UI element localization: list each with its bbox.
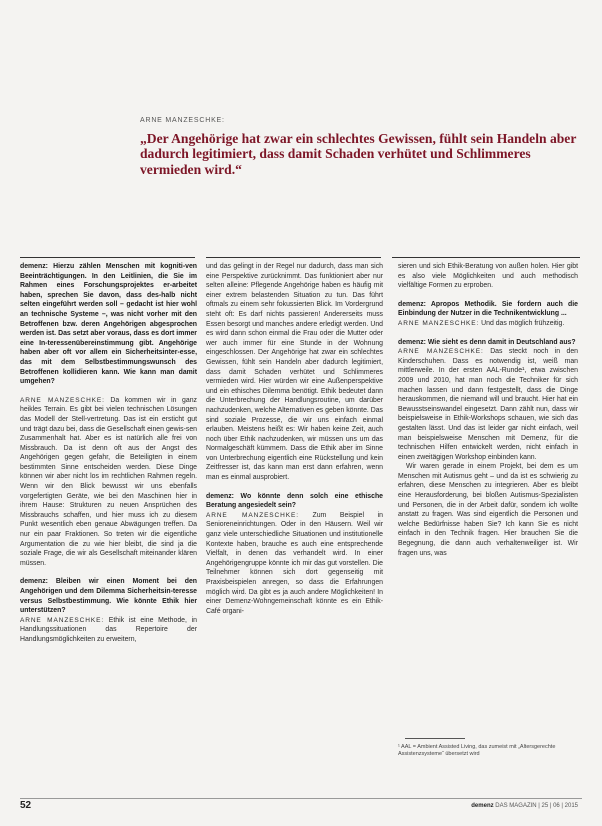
footnote-divider [405,738,465,739]
text-column-1 [20,262,197,645]
answer-text: Zum Beispiel in Senioreneinrichtungen. Oder in den Häusern. Weil wir ganz viele unterschiedliche Situationen und institutionelle Kontexte haben, brauche es auch eine entsprechende Vielfalt, in denen das verhandelt wird. In einer Angehörigengruppe könnte ich mir das gut vorstellen. Die Teilnehmer können sich dort gegenseitig mit Praxisbeispielen anregen, so dass die Erfahrungen möglich wird. Da gibt es ja auch andere Möglichkeiten! In einer Demenz-Wohngemeinschaft könnte es ein Ethik-Café organi- [206,511,383,615]
speaker-label: ARNE MANZESCHKE: [398,348,484,356]
interview-question: demenz: Wo könnte denn solch eine ethische Beratung angesiedelt sein? [206,492,383,510]
text-column-2 [206,262,383,616]
pull-quote-text: „Der Angehörige hat zwar ein schlechtes Gewissen, fühlt sein Handeln aber dadurch legitimiert, dass damit Schaden verhütet und Schlimmeres vermieden wird.“ [140,131,577,177]
interview-question: demenz: Bleiben wir einen Moment bei den Angehörigen und dem Dilemma Sicherheitsin-teresse versus Selbstbestimmung. Wie könnte Ethik hier unterstützen? [20,578,197,615]
column-rule-2 [206,257,381,258]
answer-text: Das steckt noch in den Kinderschuhen. Dass es notwendig ist, weiß man mittlerweile. In der ersten AAL-Runde¹, etwa zwischen 2009 und 2010, hat man noch die Techniker für sich machen lassen und dann festgestellt, dass die Dinge herauskommen, die niemand will und braucht. Hier hat ein Bewusstseinswandel eingesetzt. Dann zählt nun, dass wir beispielsweise in Ethik-Workshops schauen, wie sich das gestalten lässt. Und das ist leider gar nicht einfach, weil man beispielsweise Menschen mit Demenz, für die technischen Hilfen entwickelt werden, nicht einfach in einen zweitägigen Workshop einbinden kann. [398,348,579,461]
pull-quote-byline: ARNE MANZESCHKE: [140,117,225,124]
answer-text: Und das möglich frühzeitig. [481,319,565,327]
magazine-name: demenz [471,803,494,809]
footnote: ¹ AAL = Ambient Assisted Living, das zumeist mit „Altersgerechte Assistenzsysteme“ übersetzt wird [398,744,556,757]
interview-answer [398,319,578,329]
answer-text: Da kommen wir in ganz heikles Terrain. Es gibt bei vielen technischen Lösungen das Modell der Stell-vertretung. Das ist ein ersticht gut und trägt dazu bei, dass die Gesellschaft einen gewis-sen Zusammenhalt hat. Aber es ist natürlich alle frei von Missbrauch. Da ist denn oft aus der Angst des Angehörigen gegen gefahr, die Beteiligten in einem bestimmten Sinne entscheiden werden. Diese Dinge können wir aber nicht los im rechtlichen Rahmen regeln. Wenn wir den Blick bewusst wir uns ebenfalls vorgefertigten Geräte, wie bei den Maschinen hier in ihrem Hause: Strukturen zu neuen Ansprüchen des Missbrauchs schaffen, und hier muss ich zu diesem Punkt wesentlich eben genaue Abwägungen treffen. Da nur ein paar Fraktionen. So treten wir die eigentliche Argumentation die zu wie hier bleibt, die sind ja die soziale Frage, die wir als Gesellschaft miteinander klären müssen. [20,396,197,567]
answer-text: Wir waren gerade in einem Projekt, bei dem es um Menschen mit Autismus geht – und da ist es schwierig zu erfahren, diese Menschen zu integrieren. Aber es bleibt eine Herausforderung, bei bloßen Autismus-Spezialisten und Personen, die in der Arbeit dafür, sondern ich wollte anstatt zu fragen. Was sind eigentlich die Personen und welche Bedürfnisse haben Sie? Ich kann Sie es nicht einfach in den Technik fragen. Hier brauchen Sie die Begegnung, die dann auch verhaltenweiliger ist. Wir fragen uns, was [398,463,578,557]
issue-info: DAS MAGAZIN | 25 | 06 | 2015 [495,803,578,809]
interview-answer [206,511,383,617]
interview-answer [20,396,197,569]
footer-divider [20,798,582,799]
answer-text: und das gelingt in der Regel nur dadurch, dass man sich eine Perspektive zurücknimmt. Das funktioniert aber nur selten alleine: Pflegende Angehörige haben es häufig mit einer extrem belastenden Situation zu tun. Das führt oftmals zu einem sehr fokussierten Blick. Im Vordergrund steht oft: Es darf nichts passieren! Andererseits muss Essen besorgt und manches andere erledigt werden. Und es wird dann schon einmal die Frau oder die Mutter oder wer auch immer für eine Stunde in der Wohnung eingeschlossen. Der Angehörige hat zwar ein schlechtes Gewissen, fühlt sein Handeln aber dadurch legitimiert, dass damit Schaden verhütet und Schlimmeres vermieden wird. Hier würden wir eine Außenperspektive und ein ethisches Dilemma benötigt. Ethik bedeutet dann die Unterbrechung der Handlungsroutine, um darüber nachzudenken, welche Alternativen es geben könnte. Das sind soziale Prozesse, die wir uns einfach einmal erlauben. Meistens heißt es: Wir haben keine Zeit, auch noch über Ethik nachzudenken, wir müssen uns um das Normalgeschäft kümmern. Dass die Ethik aber im Sinne von Unterbrechung eigentlich eine Rückstellung und kein Zeitfresser ist, das kann man erst dann erfahren, wenn man es einmal ausprobiert. [206,263,383,482]
page-number: 52 [20,800,32,811]
interview-question: demenz: Wie sieht es denn damit in Deutschland aus? [398,338,576,346]
column-rule-3 [392,257,580,258]
speaker-label: ARNE MANZESCHKE: [398,319,480,327]
interview-question: demenz: Apropos Methodik. Sie fordern auch die Einbindung der Nutzer in die Technikentwicklung ... [398,300,578,318]
column-rule-1 [20,257,195,258]
answer-text: Ethik ist eine Methode, in Handlungssituationen das Repertoire der Handlungsmöglichkeiten zu erweitern, [20,616,197,643]
answer-text: sieren und sich Ethik-Beratung von außen holen. Hier gibt es also viele Möglichkeiten und auch methodisch vielfältige Formen zu erproben. [398,263,578,290]
interview-question: demenz: Hierzu zählen Menschen mit kogniti-ven Beeinträchtigungen. In den Leitlinien, die Sie im Rahmen eines Forschungsprojektes er-arbeitet haben, sprechen Sie davon, dass des-halb nicht selten eingeführt werden soll – gedacht ist hier wohl an technische Systeme –, was nicht vorher mit den Betroffenen bzw. deren Angehörigen abgesprochen werden ist. Das setzt aber voraus, dass es dort immer eine In-teressenübereinstimmung gibt. Angehörige haben aber oft vor allem ein Sicherheitsinter-esse, das mit dem Selbstbestimmungswunsch des Betroffenen kollidieren kann. Wie kann man damit umgehen? [20,263,197,386]
speaker-label: ARNE MANZESCHKE: [206,511,299,519]
pull-quote-block [140,117,580,177]
footer-magazine-info [471,803,578,809]
interview-answer [398,347,578,462]
speaker-label: ARNE MANZESCHKE: [20,616,105,624]
speaker-label: ARNE MANZESCHKE: [20,396,105,404]
text-column-3 [398,262,578,558]
interview-answer [20,616,197,645]
